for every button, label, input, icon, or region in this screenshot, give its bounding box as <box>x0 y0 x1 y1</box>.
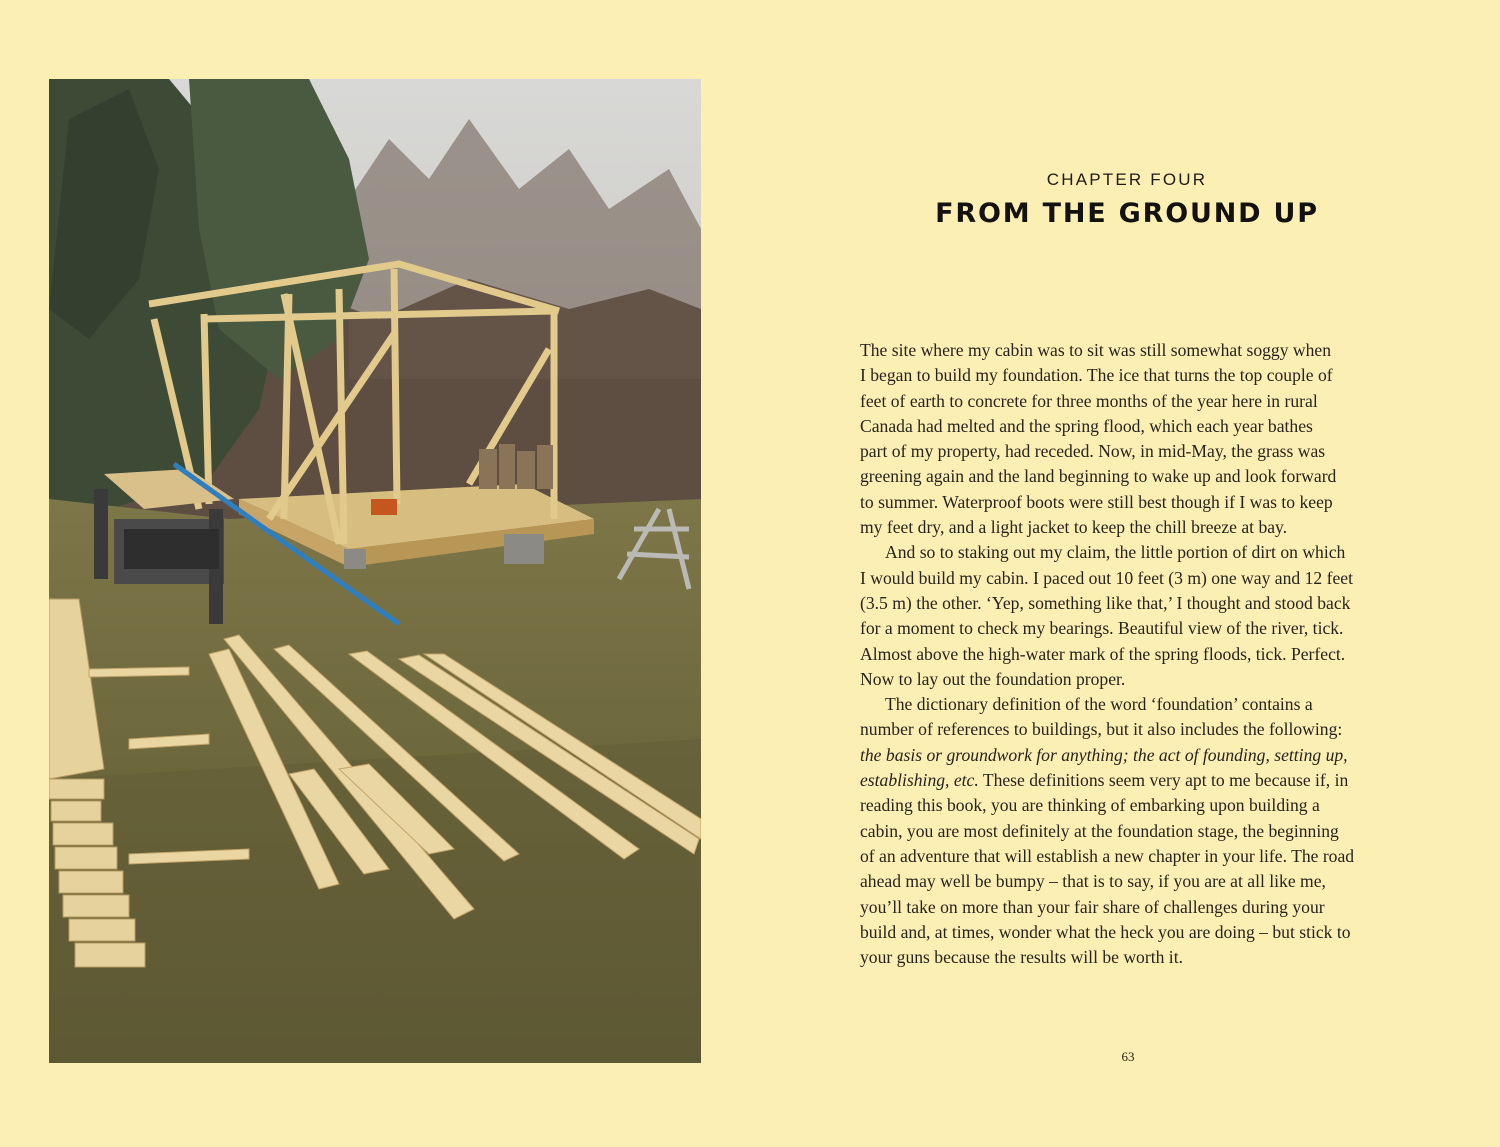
body-line: part of my property, had receded. Now, in mid-May, the grass was <box>860 441 1326 462</box>
chapter-title: FROM THE GROUND UP <box>935 198 1319 229</box>
body-line: Now to lay out the foundation proper. <box>860 668 1126 689</box>
body-line: your guns because the results will be worth it. <box>860 947 1183 968</box>
body-line: ahead may well be bumpy – that is to say, if you are at all like me, <box>860 871 1326 892</box>
definition-italic-end: establishing, etc. <box>860 770 979 791</box>
chapter-label: CHAPTER FOUR <box>1046 170 1208 189</box>
body-line: feet of earth to concrete for three months of the year here in rural <box>860 390 1318 411</box>
body-line: And so to staking out my claim, the little portion of dirt on which <box>885 542 1346 563</box>
cabin-frame-photo <box>49 79 701 1063</box>
body-line: of an adventure that will establish a new chapter in your life. The road <box>860 845 1355 866</box>
body-line: my feet dry, and a light jacket to keep the chill breeze at bay. <box>860 517 1288 538</box>
body-line: greening again and the land beginning to wake up and look forward <box>860 466 1337 487</box>
body-line: Almost above the high-water mark of the spring floods, tick. Perfect. <box>860 643 1346 664</box>
body-line: Canada had melted and the spring flood, which each year bathes <box>860 415 1313 436</box>
definition-italic: the basis or groundwork for anything; the act of founding, setting up, <box>860 744 1348 765</box>
body-line: The dictionary definition of the word ‘foundation’ contains a <box>885 694 1313 715</box>
page-number: 63 <box>1121 1049 1135 1064</box>
body-line: for a moment to check my bearings. Beautiful view of the river, tick. <box>860 618 1344 639</box>
body-line: build and, at times, wonder what the heck you are doing – but stick to <box>860 921 1351 942</box>
photo-illustration <box>49 79 701 1063</box>
body-line: I began to build my foundation. The ice that turns the top couple of <box>860 365 1333 386</box>
body-line <box>860 768 1400 793</box>
body-line: reading this book, you are thinking of embarking upon building a <box>860 795 1320 816</box>
body-line: I would build my cabin. I paced out 10 feet (3 m) one way and 12 feet <box>860 567 1353 588</box>
body-line-italic <box>860 743 1400 768</box>
body-line: to summer. Waterproof boots were still best though if I was to keep <box>860 491 1333 512</box>
body-line: number of references to buildings, but it also includes the following: <box>860 719 1343 740</box>
body-text <box>860 338 1400 970</box>
body-line: The site where my cabin was to sit was still somewhat soggy when <box>860 340 1332 360</box>
body-line: cabin, you are most definitely at the foundation stage, the beginning <box>860 820 1339 841</box>
body-line-rest: These definitions seem very apt to me because if, in <box>978 770 1349 791</box>
body-line: (3.5 m) the other. ‘Yep, something like that,’ I thought and stood back <box>860 592 1351 613</box>
body-line: you’ll take on more than your fair share of challenges during your <box>860 896 1325 917</box>
